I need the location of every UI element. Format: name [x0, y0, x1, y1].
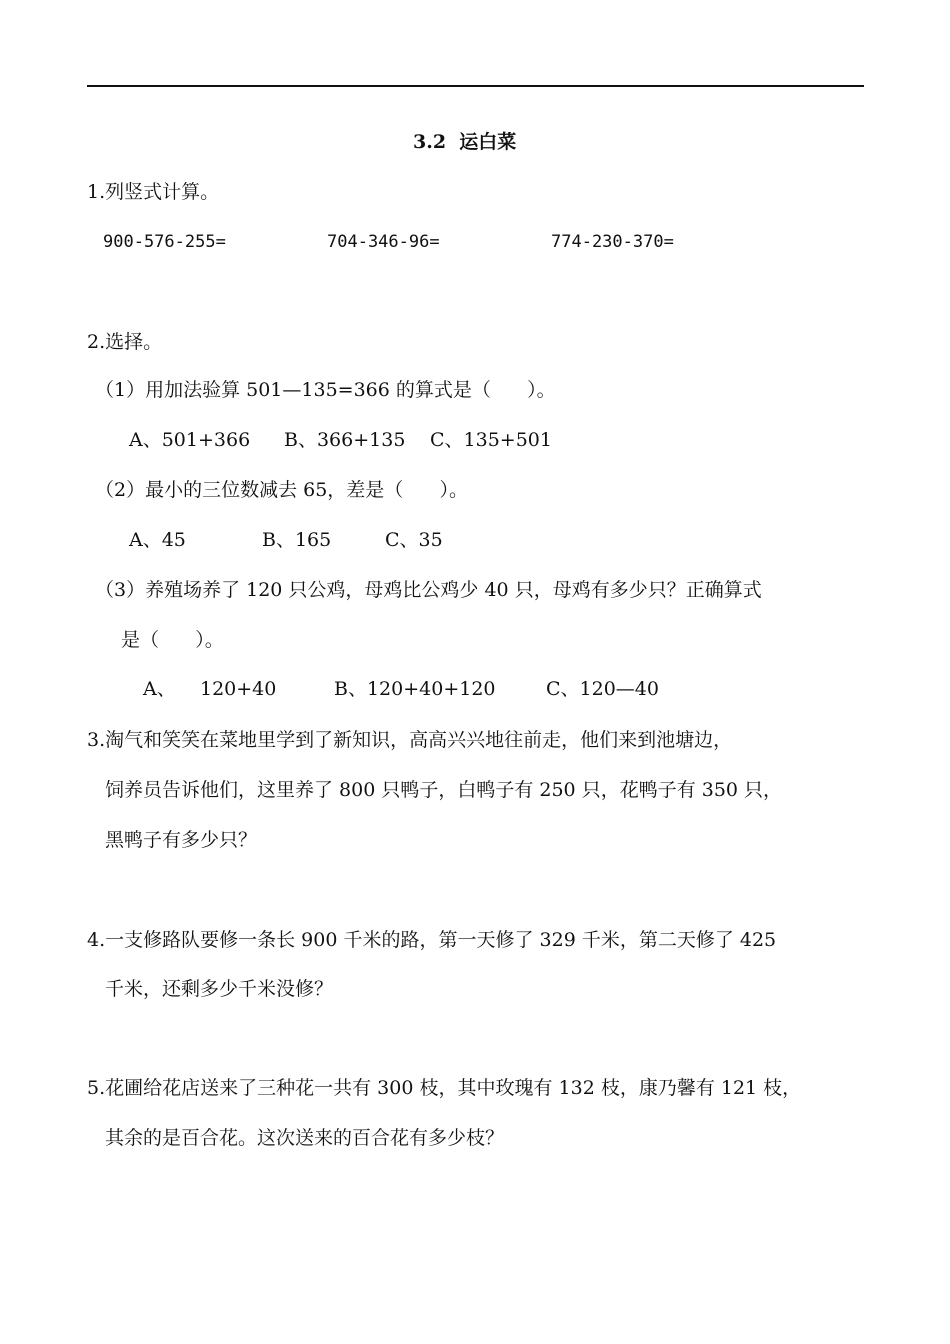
q2-sub2-option-a: A、45	[129, 529, 186, 551]
q2-sub3-option-c: C、120—40	[546, 678, 659, 700]
q1-item-2: 704-346-96=	[327, 232, 440, 252]
q2-sub1-option-a: A、501+366	[129, 429, 251, 451]
q5-line-2: 其余的是百合花。这次送来的百合花有多少枝？	[105, 1127, 505, 1149]
q2-heading: 2.选择。	[87, 331, 163, 353]
q2-sub1-option-b: B、366+135	[284, 429, 406, 451]
q2-sub1-question: （1）用加法验算 501—135=366 的算式是（ ）。	[95, 379, 556, 401]
q2-sub1-option-c: C、135+501	[430, 429, 552, 451]
q3-line-3: 黑鸭子有多少只？	[105, 829, 258, 851]
q2-sub3-option-b: B、120+40+120	[334, 678, 496, 700]
page-title: 3.2 运白菜	[413, 131, 517, 153]
q3-line-2: 饲养员告诉他们，这里养了 800 只鸭子，白鸭子有 250 只，花鸭子有 350 只，	[105, 779, 783, 801]
q2-sub2-option-b: B、165	[262, 529, 332, 551]
q1-item-1: 900-576-255=	[103, 232, 226, 252]
q5-line-1: 5.花圃给花店送来了三种花一共有 300 枝，其中玫瑰有 132 枝，康乃馨有 121 枝，	[87, 1077, 802, 1099]
q2-sub3-question-line2: 是（ ）。	[121, 629, 224, 651]
q4-line-2: 千米，还剩多少千米没修？	[105, 978, 334, 1000]
q2-sub3-option-a-value: 120+40	[200, 678, 277, 700]
q3-line-1: 3.淘气和笑笑在菜地里学到了新知识，高高兴兴地往前走，他们来到池塘边，	[87, 729, 733, 751]
q1-heading: 1.列竖式计算。	[87, 181, 220, 203]
header-rule	[87, 85, 864, 87]
q2-sub2-question: （2）最小的三位数减去 65，差是（ ）。	[95, 479, 469, 501]
q2-sub3-question-line1: （3）养殖场养了 120 只公鸡，母鸡比公鸡少 40 只，母鸡有多少只？正确算式	[95, 579, 762, 601]
q1-item-3: 774-230-370=	[551, 232, 674, 252]
q2-sub2-option-c: C、35	[385, 529, 443, 551]
q4-line-1: 4.一支修路队要修一条长 900 千米的路，第一天修了 329 千米，第二天修了 425	[87, 929, 777, 951]
q2-sub3-option-a-label: A、	[143, 678, 176, 700]
